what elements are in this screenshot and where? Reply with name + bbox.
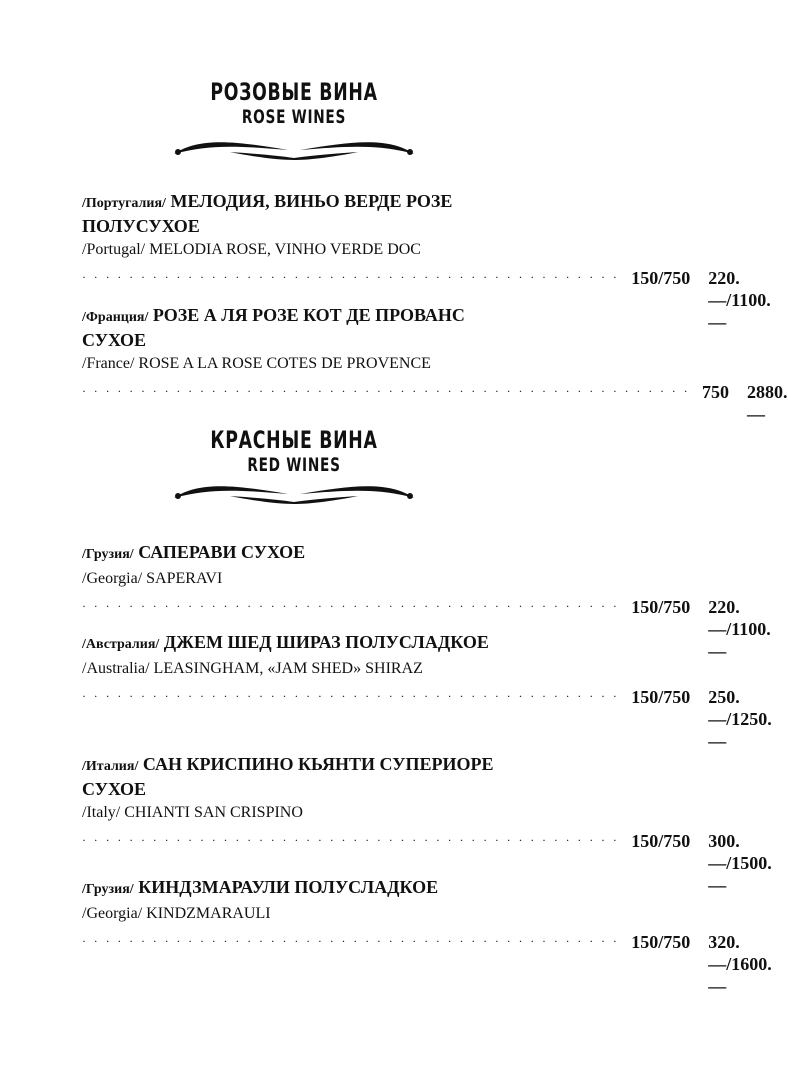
price: 320.—/1600.— [708, 932, 772, 996]
country-en: /Australia/ [82, 660, 150, 677]
section-title-en: ROSE WINES [241, 106, 347, 128]
wine-name-en: SAPERAVI [146, 570, 223, 587]
wine-name-en: MELODIA ROSE, VINHO VERDE DOC [149, 241, 421, 258]
section-header-red [0, 428, 588, 475]
dot-leader: · · · · · · · · · · · · · · · · · · · · · · · · · · · · · · · · · · · · · · · · · · · · · · [82, 270, 620, 284]
wine-name-ru: ДЖЕМ ШЕД ШИРАЗ ПОЛУСЛАДКОЕ [163, 632, 489, 652]
price: 2880.— [747, 382, 788, 424]
volume: 150/750 [631, 687, 691, 707]
wine-name-en: CHIANTI SAN CRISPINO [124, 804, 303, 821]
volume: 150/750 [631, 831, 691, 851]
volume: 750 [702, 382, 729, 402]
wine-name-ru: РОЗЕ А ЛЯ РОЗЕ КОТ ДЕ ПРОВАНС СУХОЕ [82, 305, 465, 350]
wine-name-ru: КИНДЗМАРАУЛИ ПОЛУСЛАДКОЕ [138, 877, 439, 897]
section-title-ru: КРАСНЫЕ ВИНА [210, 426, 378, 454]
country-en: /France/ [82, 355, 135, 372]
price: 300.—/1500.— [708, 831, 772, 895]
dot-leader: · · · · · · · · · · · · · · · · · · · · · · · · · · · · · · · · · · · · · · · · · · · · · · · · · · · · [82, 384, 690, 398]
wine-name-en: ROSE A LA ROSE COTES DE PROVENCE [138, 355, 431, 372]
section-header-rose [0, 80, 588, 127]
dot-leader: · · · · · · · · · · · · · · · · · · · · · · · · · · · · · · · · · · · · · · · · · · · · · · [82, 934, 620, 948]
price-row [82, 686, 772, 752]
section-title-en: RED WINES [247, 454, 341, 476]
dot-leader: · · · · · · · · · · · · · · · · · · · · · · · · · · · · · · · · · · · · · · · · · · · · · · [82, 689, 620, 703]
price-row [82, 381, 788, 425]
wine-item [82, 631, 772, 752]
dot-leader: · · · · · · · · · · · · · · · · · · · · · · · · · · · · · · · · · · · · · · · · · · · · · · [82, 833, 620, 847]
section-title-ru: РОЗОВЫЕ ВИНА [210, 78, 378, 106]
country-ru: /Португалия/ [82, 196, 166, 211]
wine-name-en: KINDZMARAULI [146, 905, 271, 922]
price: 220.—/1100.— [708, 597, 771, 661]
wine-item [82, 304, 788, 425]
volume: 150/750 [631, 597, 691, 617]
country-ru: /Италия/ [82, 759, 139, 774]
dot-leader: · · · · · · · · · · · · · · · · · · · · · · · · · · · · · · · · · · · · · · · · · · · · · · [82, 599, 620, 613]
wine-name-ru: САН КРИСПИНО КЬЯНТИ СУПЕРИОРЕ СУХОЕ [82, 754, 494, 799]
volume: 150/750 [631, 268, 691, 288]
wine-item [82, 753, 772, 896]
country-en: /Portugal/ [82, 241, 146, 258]
volume: 150/750 [631, 932, 691, 952]
country-ru: /Австралия/ [82, 637, 160, 652]
flourish-ornament [170, 132, 418, 162]
country-en: /Georgia/ [82, 570, 143, 587]
country-ru: /Грузия/ [82, 547, 134, 562]
country-en: /Georgia/ [82, 905, 143, 922]
wine-item [82, 876, 772, 997]
wine-name-ru: МЕЛОДИЯ, ВИНЬО ВЕРДЕ РОЗЕ ПОЛУСУХОЕ [82, 191, 453, 236]
price-row [82, 931, 772, 997]
country-en: /Italy/ [82, 804, 121, 821]
flourish-ornament [170, 476, 418, 506]
country-ru: /Грузия/ [82, 882, 134, 897]
wine-name-en: LEASINGHAM, «JAM SHED» SHIRAZ [153, 660, 423, 677]
price: 220.—/1100.— [708, 268, 771, 332]
wine-name-ru: САПЕРАВИ СУХОЕ [138, 542, 306, 562]
price: 250.—/1250.— [708, 687, 772, 751]
country-ru: /Франция/ [82, 310, 149, 325]
